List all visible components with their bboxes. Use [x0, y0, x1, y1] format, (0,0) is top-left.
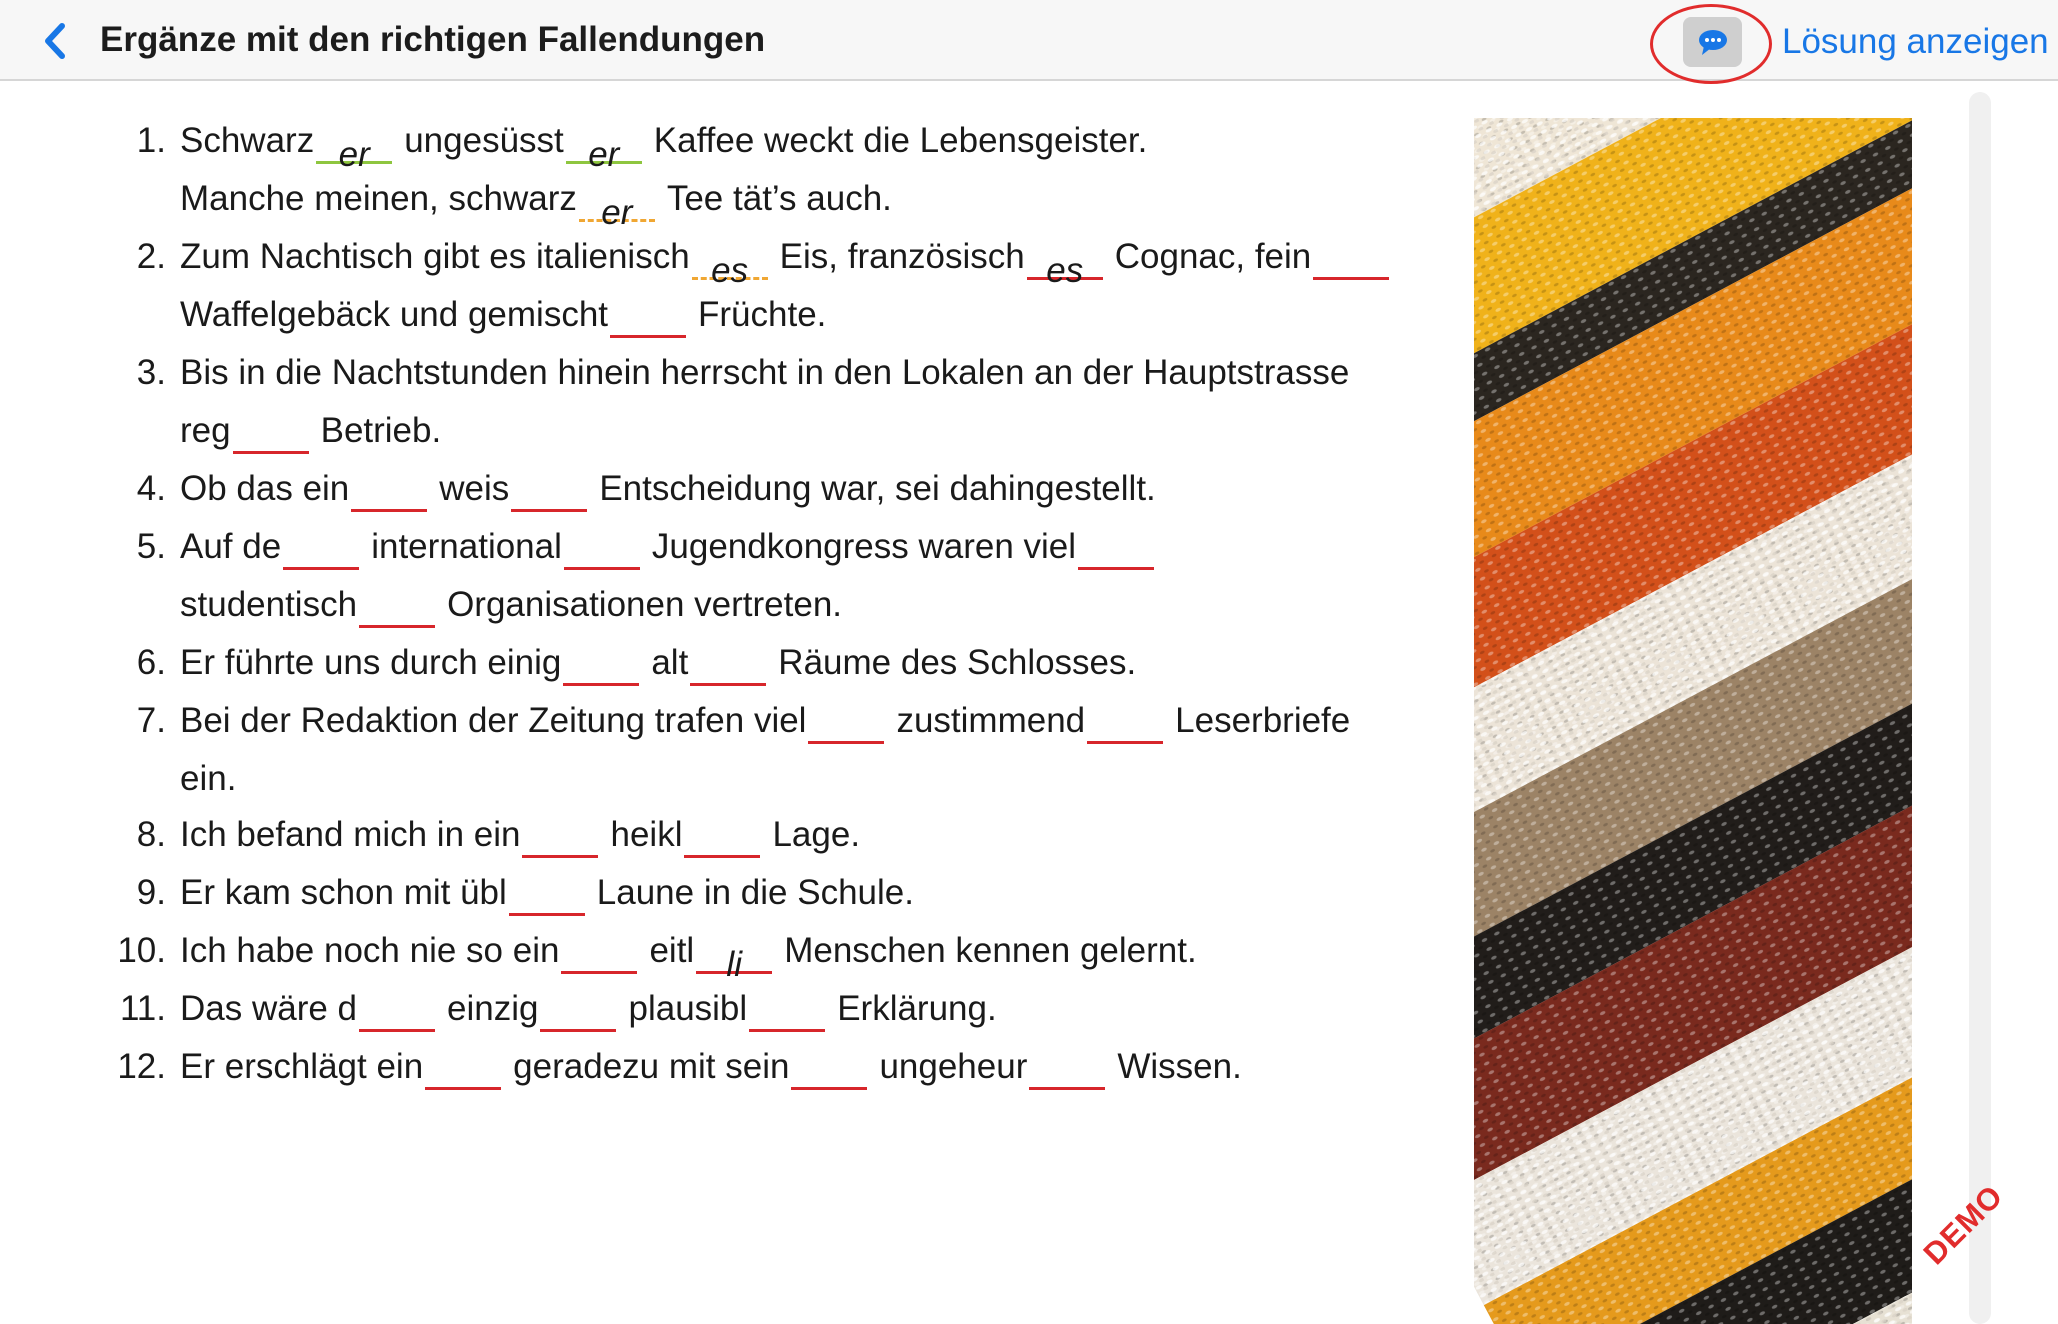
sentence-text: heikl — [610, 815, 683, 854]
sentence-text: reg — [180, 411, 231, 450]
sentence-text: Früchte. — [698, 295, 827, 334]
sentence-text: alt — [651, 643, 689, 682]
sentence-text: eitl — [649, 931, 695, 970]
spice-stripes-image — [1474, 118, 1912, 1324]
sentence-text: Organisationen vertreten. — [447, 585, 843, 624]
sentence-line — [180, 806, 1430, 864]
item-number: 5. — [136, 527, 166, 566]
sentence-text: Er führte uns durch einig — [180, 643, 562, 682]
gap-input[interactable] — [233, 412, 309, 454]
gap-input[interactable] — [564, 528, 640, 570]
item-number: 2. — [136, 237, 166, 276]
back-button[interactable] — [38, 18, 74, 64]
gap-value: li — [726, 945, 742, 984]
demo-watermark: DEMO — [1916, 1177, 2010, 1272]
gap-input[interactable] — [1313, 238, 1389, 280]
exercise-item-9 — [100, 864, 1440, 922]
sentence-text: Das wäre d — [180, 989, 358, 1028]
gap-input[interactable] — [511, 470, 587, 512]
sentence-line — [180, 518, 1430, 576]
sentence-text: ungesüsst — [404, 121, 564, 160]
page-title: Ergänze mit den richtigen Fallendungen — [100, 20, 766, 59]
gap-input[interactable] — [749, 990, 825, 1032]
gap-input[interactable] — [1027, 238, 1103, 290]
item-number: 9. — [136, 873, 166, 912]
item-number: 6. — [136, 643, 166, 682]
sentence-text: studentisch — [180, 585, 358, 624]
gap-input[interactable] — [522, 816, 598, 858]
item-number: 4. — [136, 469, 166, 508]
sentence-text: Bis in die Nachtstunden hinein herrscht in den Lokalen an der Hauptstrasse — [180, 353, 1350, 392]
sentence-text: Menschen kennen gelernt. — [784, 931, 1197, 970]
sentence-text: international — [371, 527, 562, 566]
speech-bubble-icon — [1698, 28, 1728, 56]
exercise-item-8 — [100, 806, 1440, 864]
sentence-text: Cognac, fein — [1114, 237, 1312, 276]
gap-input[interactable] — [610, 296, 686, 338]
sentence-text: Er kam schon mit übl — [180, 873, 507, 912]
exercise-item-2 — [100, 228, 1440, 344]
item-number: 10. — [117, 931, 166, 970]
sentence-text: Zum Nachtisch gibt es italienisch — [180, 237, 690, 276]
exercise-item-7 — [100, 692, 1440, 806]
show-solution-link[interactable]: Lösung anzeigen — [1782, 22, 2049, 61]
gap-value: es — [711, 251, 749, 290]
gap-input[interactable] — [692, 238, 768, 290]
gap-input[interactable] — [425, 1048, 501, 1090]
item-number: 1. — [136, 121, 166, 160]
sentence-line — [180, 286, 1430, 344]
chevron-left-icon — [38, 18, 74, 64]
top-bar — [0, 0, 2058, 81]
sentence-line — [180, 228, 1430, 290]
sentence-line — [180, 922, 1430, 984]
sentence-line — [180, 634, 1430, 692]
gap-input[interactable] — [359, 586, 435, 628]
sentence-line — [180, 402, 1430, 460]
sentence-text: Eis, französisch — [779, 237, 1025, 276]
sentence-text: Lage. — [772, 815, 861, 854]
exercise-item-1 — [100, 112, 1440, 232]
sentence-text: Kaffee weckt die Lebensgeister. — [653, 121, 1148, 160]
gap-input[interactable] — [684, 816, 760, 858]
exercise-item-4 — [100, 460, 1440, 518]
sentence-line — [180, 170, 1430, 232]
gap-input[interactable] — [283, 528, 359, 570]
sentence-line — [180, 460, 1430, 518]
sentence-text: Auf de — [180, 527, 282, 566]
gap-input[interactable] — [509, 874, 585, 916]
sentence-text: Er erschlägt ein — [180, 1047, 424, 1086]
sentence-line — [180, 750, 1430, 806]
sentence-text: Entscheidung war, sei dahingestellt. — [599, 469, 1156, 508]
sentence-text: Betrieb. — [320, 411, 442, 450]
sentence-line — [180, 864, 1430, 922]
sentence-text: Ich befand mich in ein — [180, 815, 521, 854]
scrollbar[interactable] — [1969, 92, 1991, 1324]
exercise-item-5 — [100, 518, 1440, 634]
gap-value: er — [338, 135, 370, 174]
exercise-item-11 — [100, 980, 1440, 1038]
sentence-text: Laune in die Schule. — [596, 873, 914, 912]
exercise-item-3 — [100, 344, 1440, 460]
sentence-line — [180, 576, 1430, 634]
sentence-text: Tee tät’s auch. — [666, 179, 892, 218]
gap-input[interactable] — [1029, 1048, 1105, 1090]
item-number: 8. — [136, 815, 166, 854]
exercise-list — [100, 112, 1440, 1096]
sentence-text: Leserbriefe — [1175, 701, 1351, 740]
gap-input[interactable] — [359, 990, 435, 1032]
exercise-item-6 — [100, 634, 1440, 692]
gap-input[interactable] — [316, 122, 392, 174]
gap-input[interactable] — [561, 932, 637, 974]
sentence-text: zustimmend — [896, 701, 1086, 740]
sentence-text: Schwarz — [180, 121, 315, 160]
sentence-line — [180, 980, 1430, 1038]
sentence-text: weis — [439, 469, 510, 508]
sentence-text: Jugendkongress waren viel — [651, 527, 1077, 566]
gap-input[interactable] — [808, 702, 884, 744]
gap-input[interactable] — [563, 644, 639, 686]
gap-input[interactable] — [579, 180, 655, 232]
sentence-line — [180, 112, 1430, 174]
sentence-text: ungeheur — [879, 1047, 1028, 1086]
sentence-text: plausibl — [628, 989, 748, 1028]
gap-input[interactable] — [791, 1048, 867, 1090]
gap-value: es — [1046, 251, 1084, 290]
gap-input[interactable] — [696, 932, 772, 984]
item-number: 11. — [119, 989, 166, 1028]
exercise-item-12 — [100, 1038, 1440, 1096]
sentence-line — [180, 1038, 1430, 1096]
sentence-text: Räume des Schlosses. — [778, 643, 1137, 682]
gap-input[interactable] — [540, 990, 616, 1032]
item-number: 7. — [136, 701, 166, 740]
item-number: 3. — [136, 353, 166, 392]
gap-input[interactable] — [1078, 528, 1154, 570]
gap-input[interactable] — [1087, 702, 1163, 744]
gap-input[interactable] — [690, 644, 766, 686]
sentence-text: Manche meinen, schwarz — [180, 179, 577, 218]
sentence-text: Ich habe noch nie so ein — [180, 931, 560, 970]
sentence-line — [180, 692, 1430, 750]
gap-input[interactable] — [566, 122, 642, 174]
sentence-text: Wissen. — [1117, 1047, 1242, 1086]
hint-button[interactable] — [1683, 17, 1742, 67]
gap-value: er — [588, 135, 620, 174]
sentence-text: Erklärung. — [837, 989, 997, 1028]
sentence-text: ein. — [180, 759, 237, 798]
gap-input[interactable] — [351, 470, 427, 512]
sentence-text: einzig — [447, 989, 539, 1028]
sentence-line — [180, 344, 1430, 402]
item-number: 12. — [117, 1047, 166, 1086]
sentence-text: geradezu mit sein — [513, 1047, 790, 1086]
exercise-item-10 — [100, 922, 1440, 984]
sentence-text: Bei der Redaktion der Zeitung trafen viel — [180, 701, 807, 740]
sentence-text: Waffelgebäck und gemischt — [180, 295, 609, 334]
gap-value: er — [601, 193, 633, 232]
sentence-text: Ob das ein — [180, 469, 350, 508]
